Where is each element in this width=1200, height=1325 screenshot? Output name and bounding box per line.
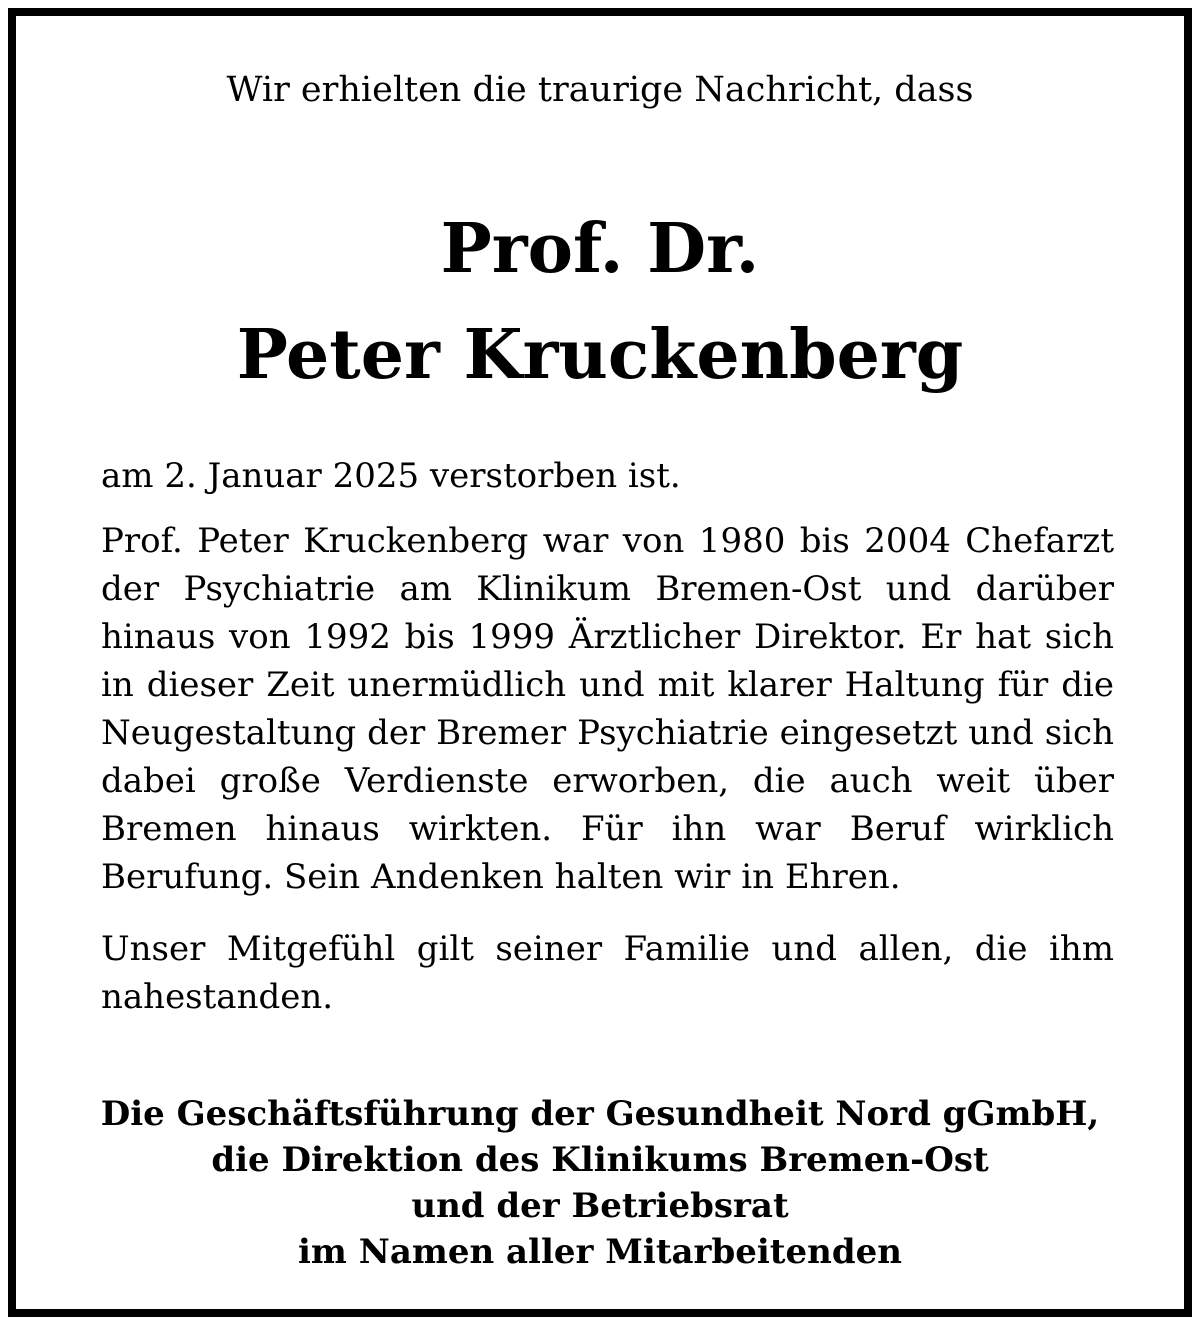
signature-line-employees: im Namen aller Mitarbeitenden bbox=[298, 1232, 902, 1272]
deceased-title: Prof. Dr. bbox=[440, 209, 760, 289]
date-of-death-text: am 2. Januar 2025 verstorben ist. bbox=[101, 456, 681, 496]
signature-line-directorate: die Direktion des Klinikums Bremen-Ost bbox=[211, 1140, 989, 1180]
signature-line-works-council: und der Betriebsrat bbox=[411, 1186, 789, 1226]
deceased-name bbox=[16, 196, 1184, 408]
signature-line-management: Die Geschäftsführung der Gesundheit Nord gGmbH, bbox=[100, 1094, 1100, 1134]
intro-text: Wir erhielten die traurige Nachricht, dass bbox=[226, 70, 974, 110]
sympathy-paragraph: Unser Mitgefühl gilt seiner Familie und allen, die ihm nahestanden. bbox=[101, 929, 1114, 1017]
obituary-frame bbox=[8, 8, 1192, 1317]
signature-block bbox=[16, 1091, 1184, 1275]
deceased-full-name: Peter Kruckenberg bbox=[236, 315, 964, 395]
biography-paragraph: Prof. Peter Kruckenberg war von 1980 bis 2004 Chefarzt der Psychiatrie am Klinikum Bremen-Ost und darüber hinaus von 1992 bis 1999 Ärztlicher Direktor. Er hat sich in dieser Zeit unermüdlich und mit klarer Haltung für die Neugestaltung der Bremer Psychiatrie eingesetzt und sich dabei große Verdienste erworben, die auch weit über Bremen hinaus wirkten. Für ihn war Beruf wirklich Berufung. Sein Andenken halten wir in Ehren. bbox=[101, 521, 1114, 897]
